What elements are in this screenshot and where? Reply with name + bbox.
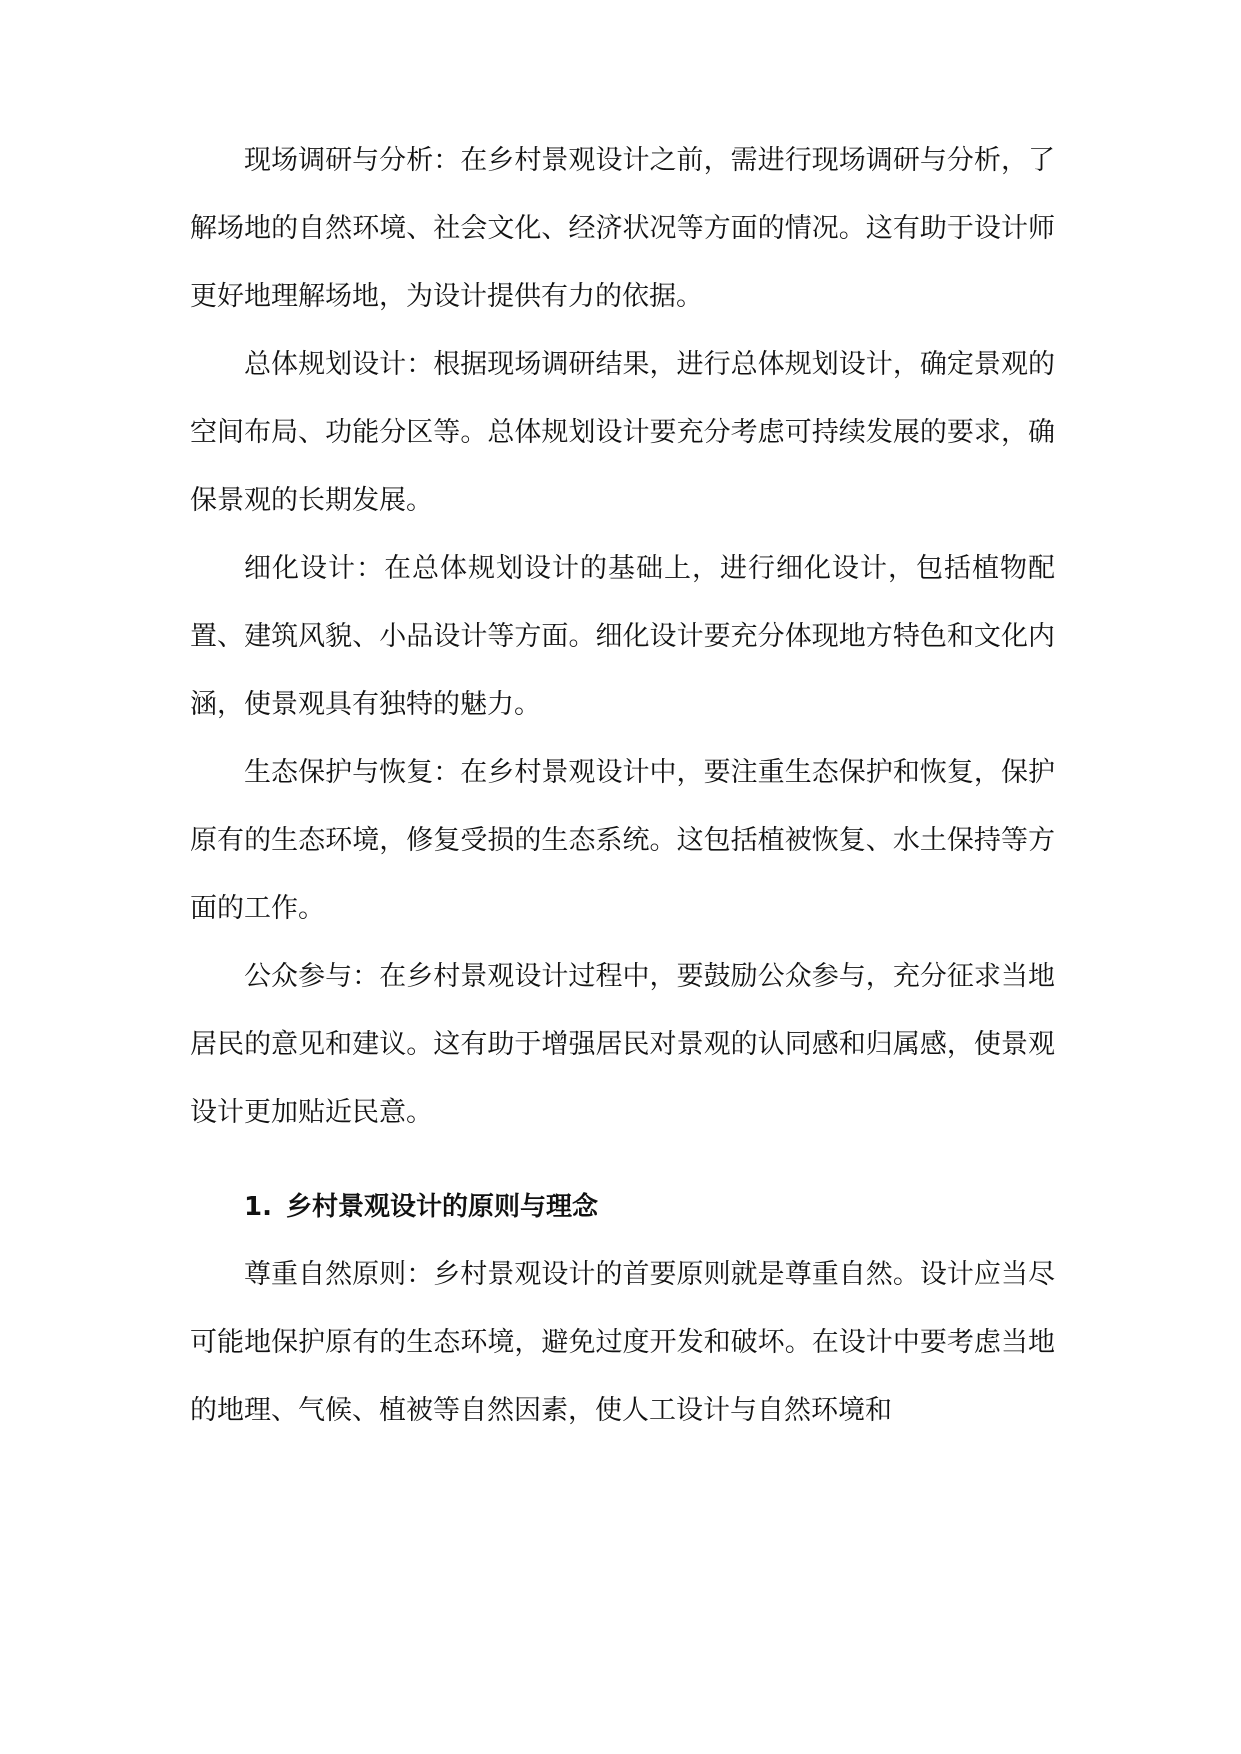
paragraph-ecological-protection: 生态保护与恢复：在乡村景观设计中，要注重生态保护和恢复，保护原有的生态环境，修复受损的生态系统。这包括植被恢复、水土保持等方面的工作。 bbox=[190, 757, 1055, 924]
paragraph-respect-nature: 尊重自然原则：乡村景观设计的首要原则就是尊重自然。设计应当尽可能地保护原有的生态环境，避免过度开发和破坏。在设计中要考虑当地的地理、气候、植被等自然因素，使人工设计与自然环境和 bbox=[190, 1259, 1055, 1426]
section-heading bbox=[190, 1173, 1055, 1241]
document-body bbox=[190, 127, 1055, 1445]
paragraph-overall-planning: 总体规划设计：根据现场调研结果，进行总体规划设计，确定景观的空间布局、功能分区等。总体规划设计要充分考虑可持续发展的要求，确保景观的长期发展。 bbox=[190, 349, 1055, 516]
section-title: 乡村景观设计的原则与理念 bbox=[286, 1192, 599, 1222]
paragraph-detailed-design: 细化设计：在总体规划设计的基础上，进行细化设计，包括植物配置、建筑风貌、小品设计等方面。细化设计要充分体现地方特色和文化内涵，使景观具有独特的魅力。 bbox=[190, 553, 1055, 720]
paragraph-site-survey: 现场调研与分析：在乡村景观设计之前，需进行现场调研与分析，了解场地的自然环境、社会文化、经济状况等方面的情况。这有助于设计师更好地理解场地，为设计提供有力的依据。 bbox=[190, 145, 1055, 312]
section-number: 1. bbox=[244, 1192, 272, 1222]
paragraph-public-participation: 公众参与：在乡村景观设计过程中，要鼓励公众参与，充分征求当地居民的意见和建议。这有助于增强居民对景观的认同感和归属感，使景观设计更加贴近民意。 bbox=[190, 961, 1055, 1128]
